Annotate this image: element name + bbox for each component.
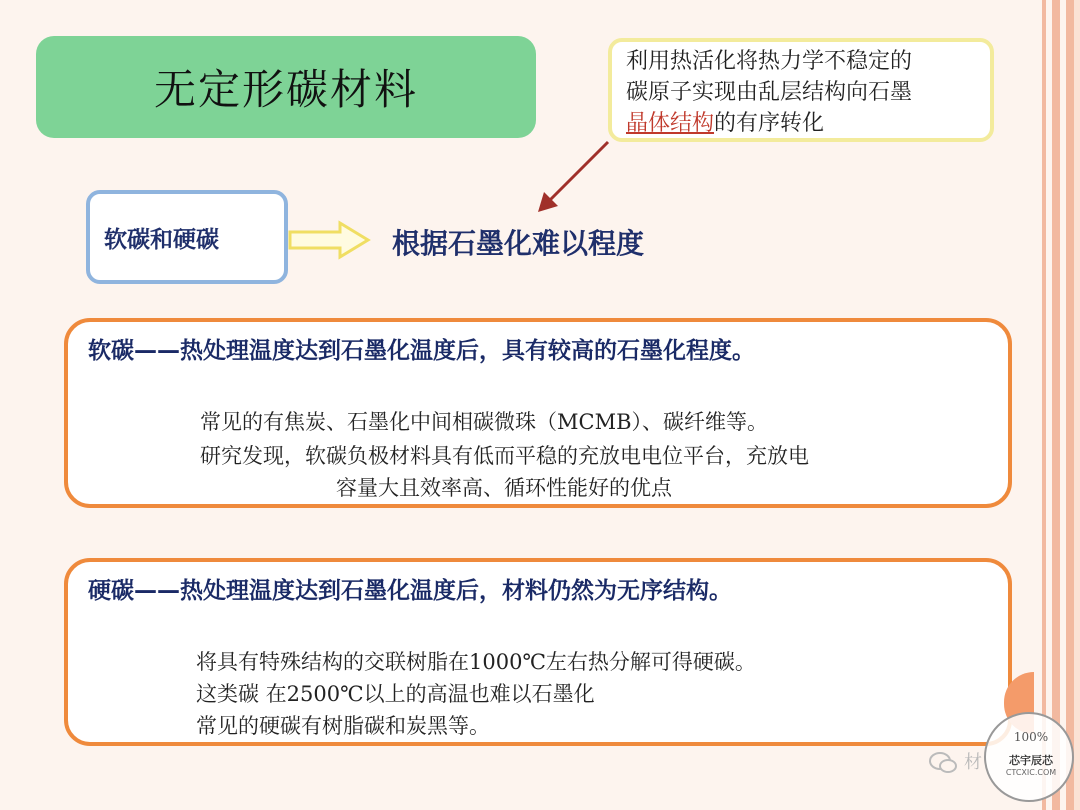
note-line-3 (626, 108, 976, 139)
hard-carbon-line: 常见的硬碳有树脂碳和炭黑等。 (196, 714, 490, 738)
note-link[interactable]: 晶体结构 (626, 111, 715, 136)
pointer-arrow-icon (530, 136, 620, 216)
hard-carbon-line: 这类碳 在2500℃以上的高温也难以石墨化 (196, 682, 595, 706)
seal-url-text: CTCXIC.COM (1005, 768, 1057, 777)
category-label: 软碳和硬碳 (104, 226, 219, 253)
note-line-2: 碳原子实现由乱层结构向石墨 (626, 80, 913, 105)
annotation-note (608, 38, 994, 142)
soft-carbon-heading: 软碳——热处理温度达到石墨化温度后，具有较高的石墨化程度。 (88, 338, 755, 364)
criterion-text: 根据石墨化难以程度 (392, 227, 645, 260)
hard-carbon-heading: 硬碳——热处理温度达到石墨化温度后，材料仍然为无序结构。 (88, 578, 732, 604)
seal-logo (984, 712, 1074, 802)
right-arrow-icon (288, 220, 372, 260)
decorative-stripes (1034, 0, 1080, 810)
seal-top-text: 100% (1013, 730, 1049, 744)
title-box (36, 36, 536, 138)
soft-carbon-line: 研究发现，软碳负极材料具有低而平稳的充放电电位平台，充放电 (200, 444, 809, 468)
soft-carbon-line: 常见的有焦炭、石墨化中间相碳微珠（MCMB）、碳纤维等。 (200, 410, 769, 434)
note-line-3-rest: 的有序转化 (714, 111, 825, 136)
hard-carbon-panel (64, 558, 1012, 746)
category-box (86, 190, 288, 284)
note-line-1: 利用热活化将热力学不稳定的 (626, 49, 913, 74)
watermark-text: 材 (964, 752, 982, 773)
soft-carbon-line: 容量大且效率高、循环性能好的优点 (336, 476, 672, 500)
soft-carbon-panel (64, 318, 1012, 508)
wechat-icon (928, 750, 958, 776)
hard-carbon-line: 将具有特殊结构的交联树脂在1000℃左右热分解可得硬碳。 (196, 650, 756, 674)
slide-title: 无定形碳材料 (153, 65, 418, 114)
seal-name-text: 芯宇辰芯 (1009, 754, 1053, 767)
